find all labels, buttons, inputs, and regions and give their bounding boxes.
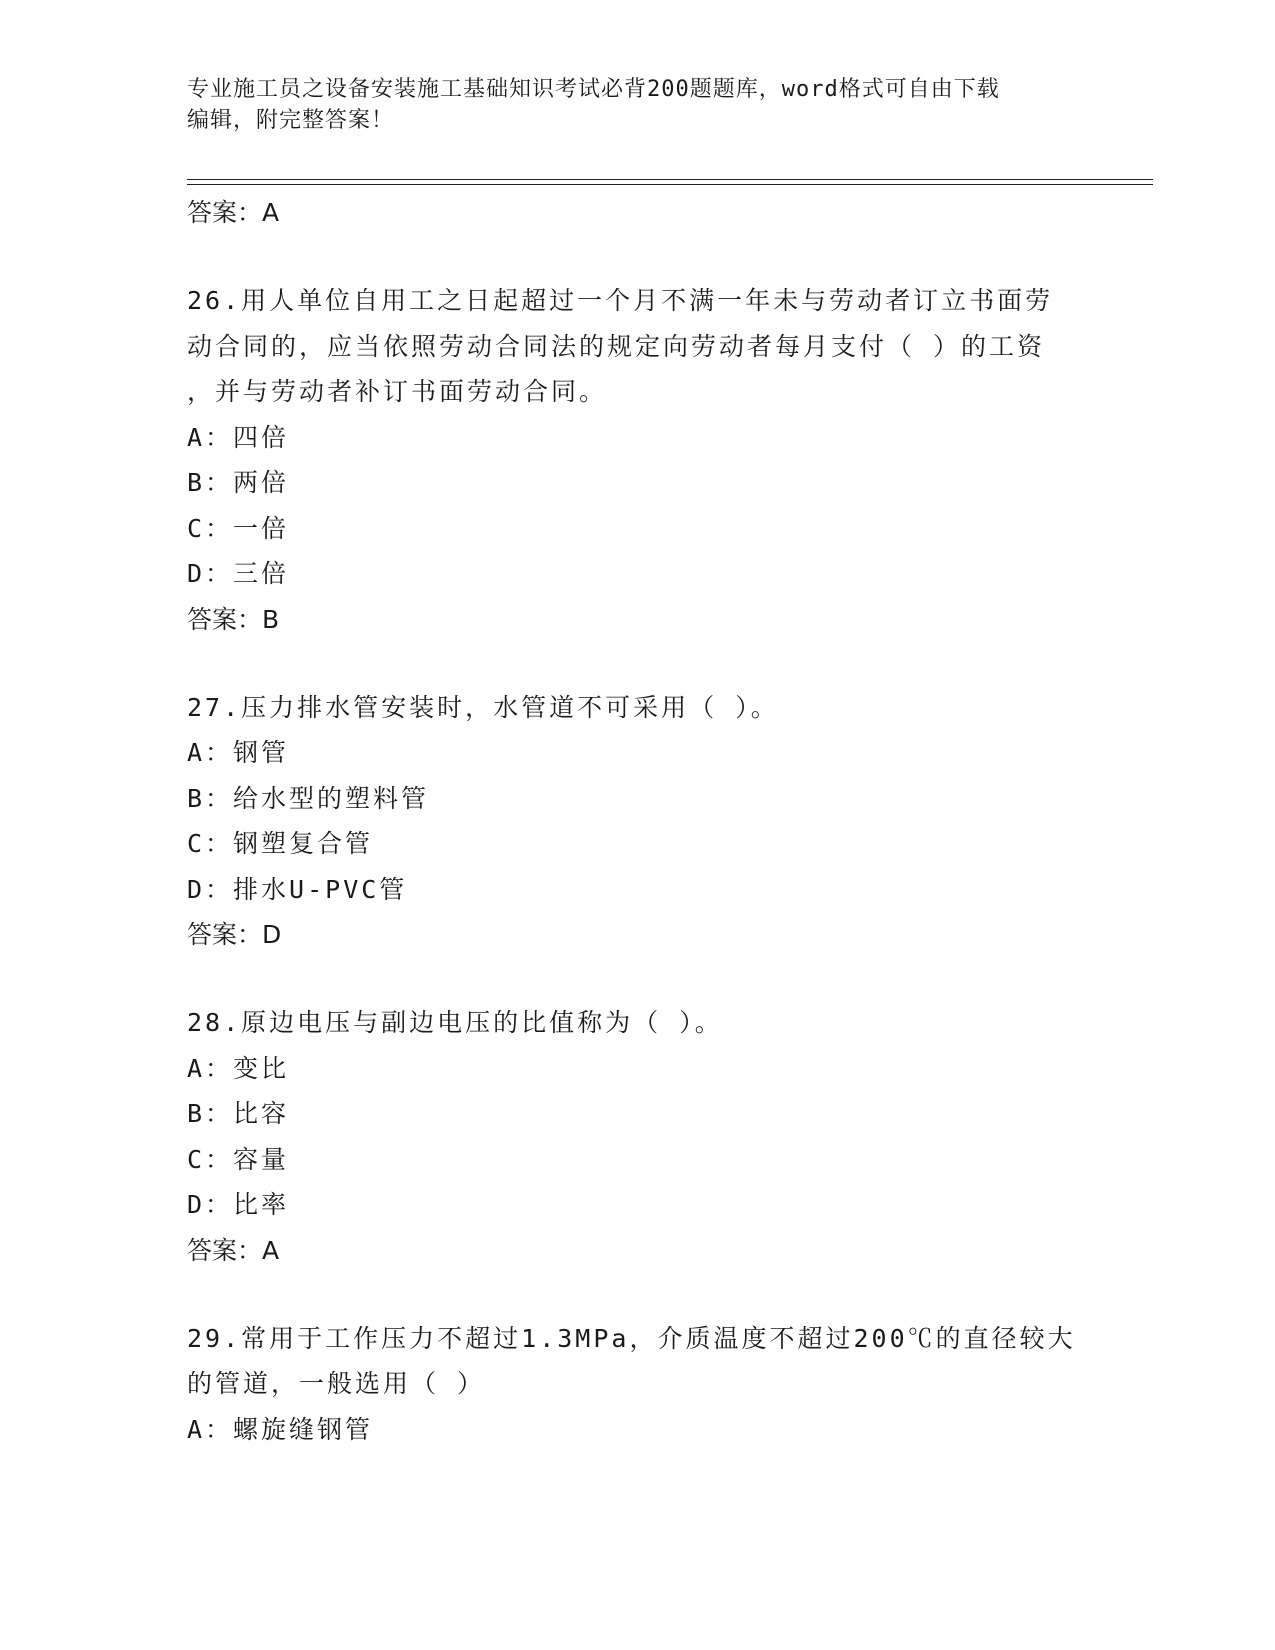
header-divider-top bbox=[187, 179, 1153, 180]
document-header bbox=[187, 74, 1067, 136]
question-line: ，并与劳动者补订书面劳动合同。 bbox=[187, 377, 608, 406]
question-line: 28.原边电压与副边电压的比值称为（ ）。 bbox=[187, 1008, 723, 1037]
question-text bbox=[187, 1316, 1087, 1407]
option-a: A：四倍 bbox=[187, 422, 290, 452]
question-text bbox=[187, 1000, 1087, 1046]
question-line: 的管道，一般选用（ ） bbox=[187, 1369, 486, 1398]
option-c: C：一倍 bbox=[187, 513, 290, 543]
question-text bbox=[187, 685, 1087, 731]
answer-line: 答案：A bbox=[187, 1235, 280, 1265]
option-a: A：变比 bbox=[187, 1053, 290, 1083]
option-b: B：给水型的塑料管 bbox=[187, 783, 430, 813]
header-divider-bottom bbox=[187, 184, 1153, 185]
option-c: C：容量 bbox=[187, 1144, 290, 1174]
answer-line: 答案：D bbox=[187, 920, 282, 949]
question-line: 27.压力排水管安装时，水管道不可采用（ ）。 bbox=[187, 692, 779, 722]
question-line: 动合同的，应当依照劳动合同法的规定向劳动者每月支付（ ）的工资 bbox=[187, 331, 1046, 361]
question-line: 29.常用于工作压力不超过1.3MPa，介质温度不超过200℃的直径较大 bbox=[187, 1323, 1076, 1353]
option-b: B：比容 bbox=[187, 1099, 290, 1128]
header-line-1: 专业施工员之设备安装施工基础知识考试必背200题题库，word格式可自由下载 bbox=[187, 77, 1000, 102]
option-d: D：比率 bbox=[187, 1190, 290, 1219]
question-29 bbox=[187, 1316, 1087, 1453]
option-a: A：螺旋缝钢管 bbox=[187, 1414, 374, 1444]
header-line-2: 编辑，附完整答案！ bbox=[187, 108, 395, 133]
question-text bbox=[187, 278, 1087, 415]
question-26 bbox=[187, 278, 1087, 642]
option-c: C：钢塑复合管 bbox=[187, 829, 374, 858]
question-27 bbox=[187, 685, 1087, 958]
option-d: D：三倍 bbox=[187, 559, 290, 588]
option-a: A：钢管 bbox=[187, 738, 290, 767]
question-line: 26.用人单位自用工之日起超过一个月不满一年未与劳动者订立书面劳 bbox=[187, 286, 1054, 315]
question-28 bbox=[187, 1000, 1087, 1273]
option-b: B：两倍 bbox=[187, 468, 290, 497]
answer-line: 答案：B bbox=[187, 604, 280, 634]
option-d: D：排水U-PVC管 bbox=[187, 874, 408, 904]
answer-line: 答案：A bbox=[187, 198, 280, 227]
question-list bbox=[187, 190, 1087, 1452]
